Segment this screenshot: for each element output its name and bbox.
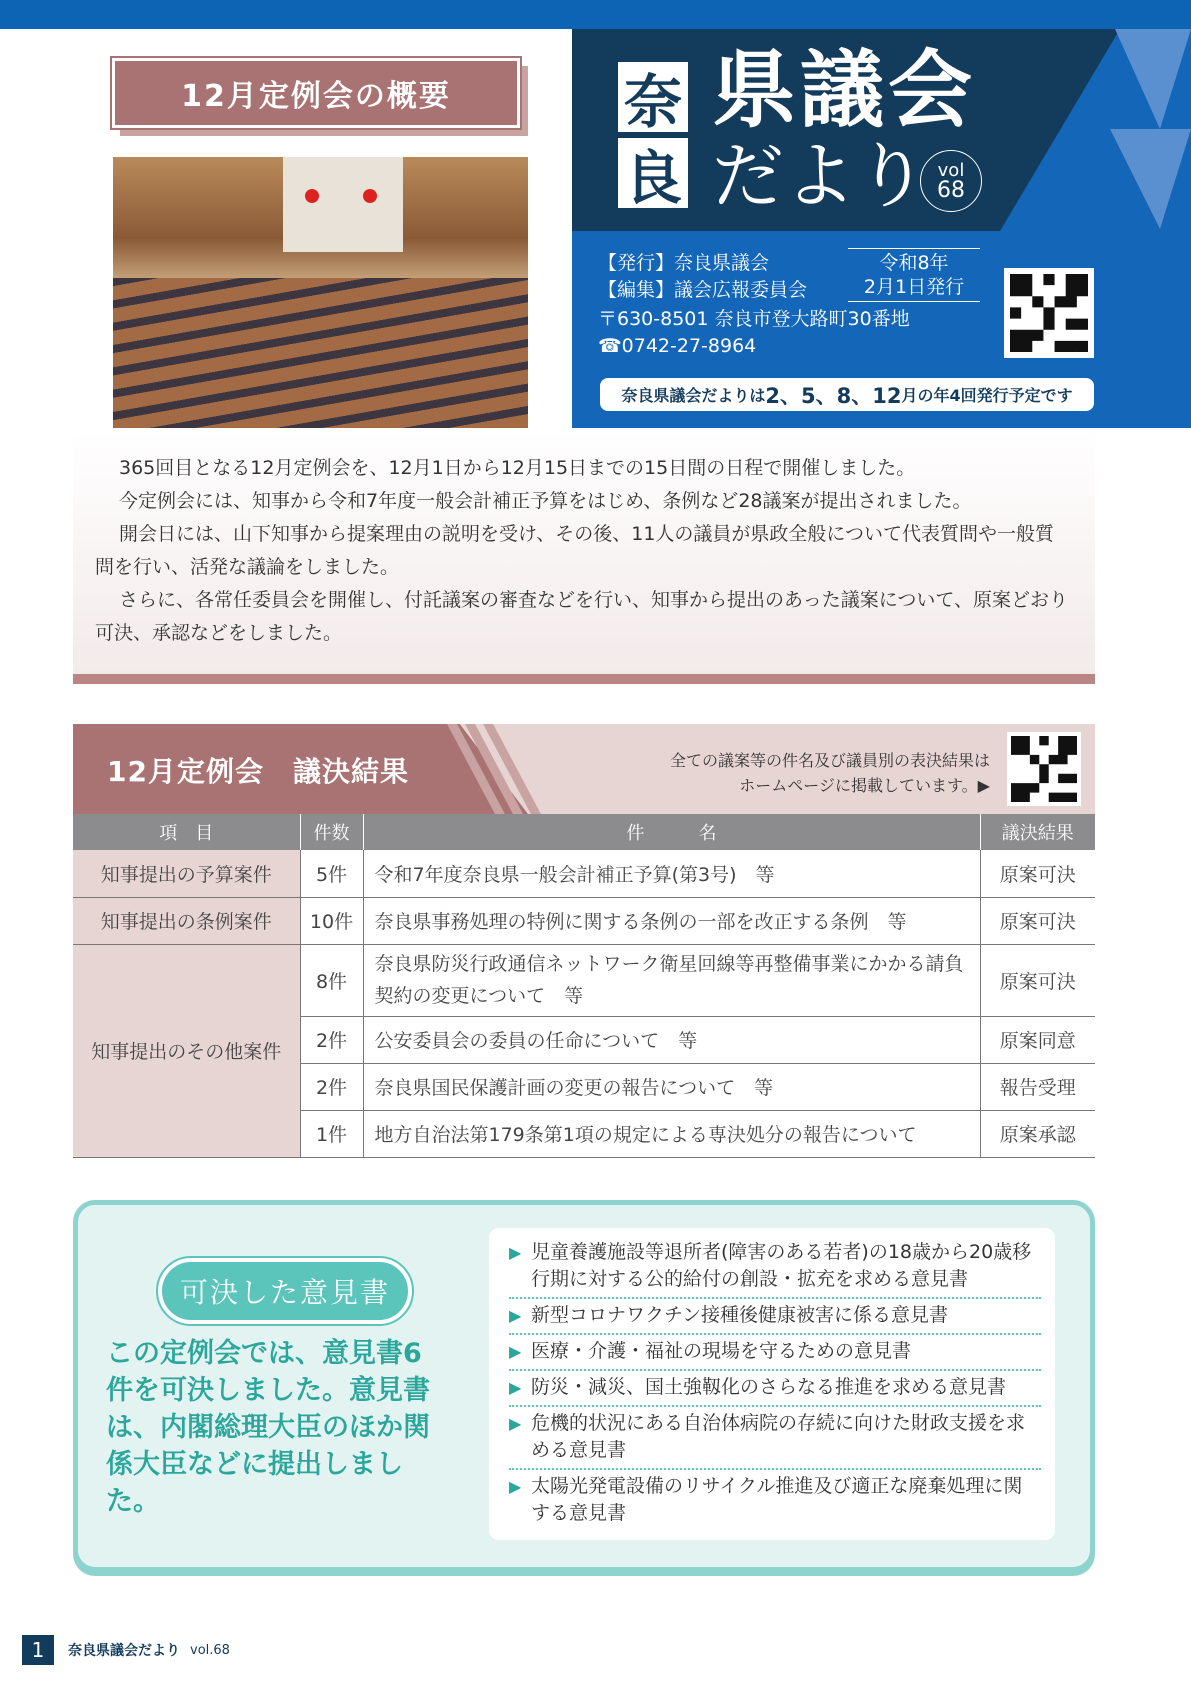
intro-text: 365回目となる12月定例会を、12月1日から12月15日までの15日間の日程で開催しました。 今定例会には、知事から令和7年度一般会計補正予算をはじめ、条例など28議案が提出されました。 開会日には、山下知事から提案理由の説明を受け、その後、11人の議員が県政全般について代表質問や一般質問を行い、活発な議論をしました。 さらに、各常任委員会を開催し、付託議案の審査などを行い、知事から提出のあった議案について、原案どおり可決、承認などをしました。 — [73, 430, 1095, 684]
table-header: 項 目 件数 件 名 議決結果 — [73, 814, 1095, 850]
table-row: 知事提出のその他案件 8件 奈良県防災行政通信ネットワーク衛星回線等再整備事業にかかる請負契約の変更について 等 原案可決 — [73, 944, 1095, 1016]
opinions-summary: この定例会では、意見書6件を可決しました。意見書は、内閣総理大臣のほか関係大臣などに提出しました。 — [106, 1338, 430, 1517]
opinions-title: 可決した意見書 — [158, 1258, 412, 1324]
table-row: 2件 奈良県国民保護計画の変更の報告について 等 報告受理 — [73, 1063, 1095, 1110]
volume-badge: vol 68 — [920, 150, 982, 212]
list-item: ▶ 児童養護施設等退所者(障害のある若者)の18歳から20歳移行期に対する公的給付の創設・拡充を求める意見書 — [509, 1236, 1041, 1299]
issue-date: 令和8年 2月1日発行 — [848, 248, 980, 302]
logo-title: 県議会 — [712, 41, 977, 139]
list-item: ▶ 新型コロナワクチン接種後健康被害に係る意見書 — [509, 1299, 1041, 1335]
table-row: 知事提出の条例案件 10件 奈良県事務処理の特例に関する条例の一部を改正する条例 等 原案可決 — [73, 897, 1095, 944]
qr-code[interactable] — [1007, 732, 1081, 806]
results-note[interactable]: 全ての議案等の件名及び議員別の表決結果は ホームページに掲載しています。▶ — [669, 751, 990, 795]
table-row: 2件 公安委員会の委員の任命について 等 原案同意 — [73, 1016, 1095, 1063]
results-table — [73, 814, 1095, 1158]
table-row: 知事提出の予算案件 5件 令和7年度奈良県一般会計補正予算(第3号) 等 原案可決 — [73, 850, 1095, 897]
assembly-photo — [113, 157, 528, 428]
list-item: ▶ 防災・減災、国土強靱化のさらなる推進を求める意見書 — [509, 1371, 1041, 1407]
footer-volume: vol.68 — [190, 1642, 230, 1658]
logo-nara: 奈 良 — [618, 62, 690, 208]
list-item: ▶ 太陽光発電設備のリサイクル推進及び適正な廃棄処理に関する意見書 — [509, 1470, 1041, 1531]
list-item: ▶ 医療・介護・福祉の現場を守るための意見書 — [509, 1335, 1041, 1371]
table-row: 1件 地方自治法第179条第1項の規定による専決処分の報告について 原案承認 — [73, 1110, 1095, 1157]
list-item: ▶ 危機的状況にある自治体病院の存続に向けた財政支援を求める意見書 — [509, 1407, 1041, 1470]
publisher-info: 【発行】奈良県議会 【編集】議会広報委員会 〒630-8501 奈良市登大路町30番地 ☎0742-27-8964 — [598, 252, 910, 357]
results-header — [73, 724, 1095, 814]
schedule-banner: 奈良県議会だよりは 2、5、8、12 月の年4回発行予定です — [600, 378, 1094, 411]
page-number: 1 — [22, 1635, 54, 1665]
triangle-decoration-icon — [1000, 29, 1191, 231]
logo-subtitle: だより — [712, 134, 929, 218]
opinions-list — [489, 1228, 1055, 1540]
footer — [22, 1635, 230, 1665]
qr-code[interactable] — [1004, 268, 1094, 358]
section-title: 12月定例会の概要 — [112, 58, 520, 128]
top-bar — [0, 0, 1191, 29]
results-title: 12月定例会 議決結果 — [107, 755, 409, 788]
footer-title: 奈良県議会だより — [68, 1643, 180, 1659]
